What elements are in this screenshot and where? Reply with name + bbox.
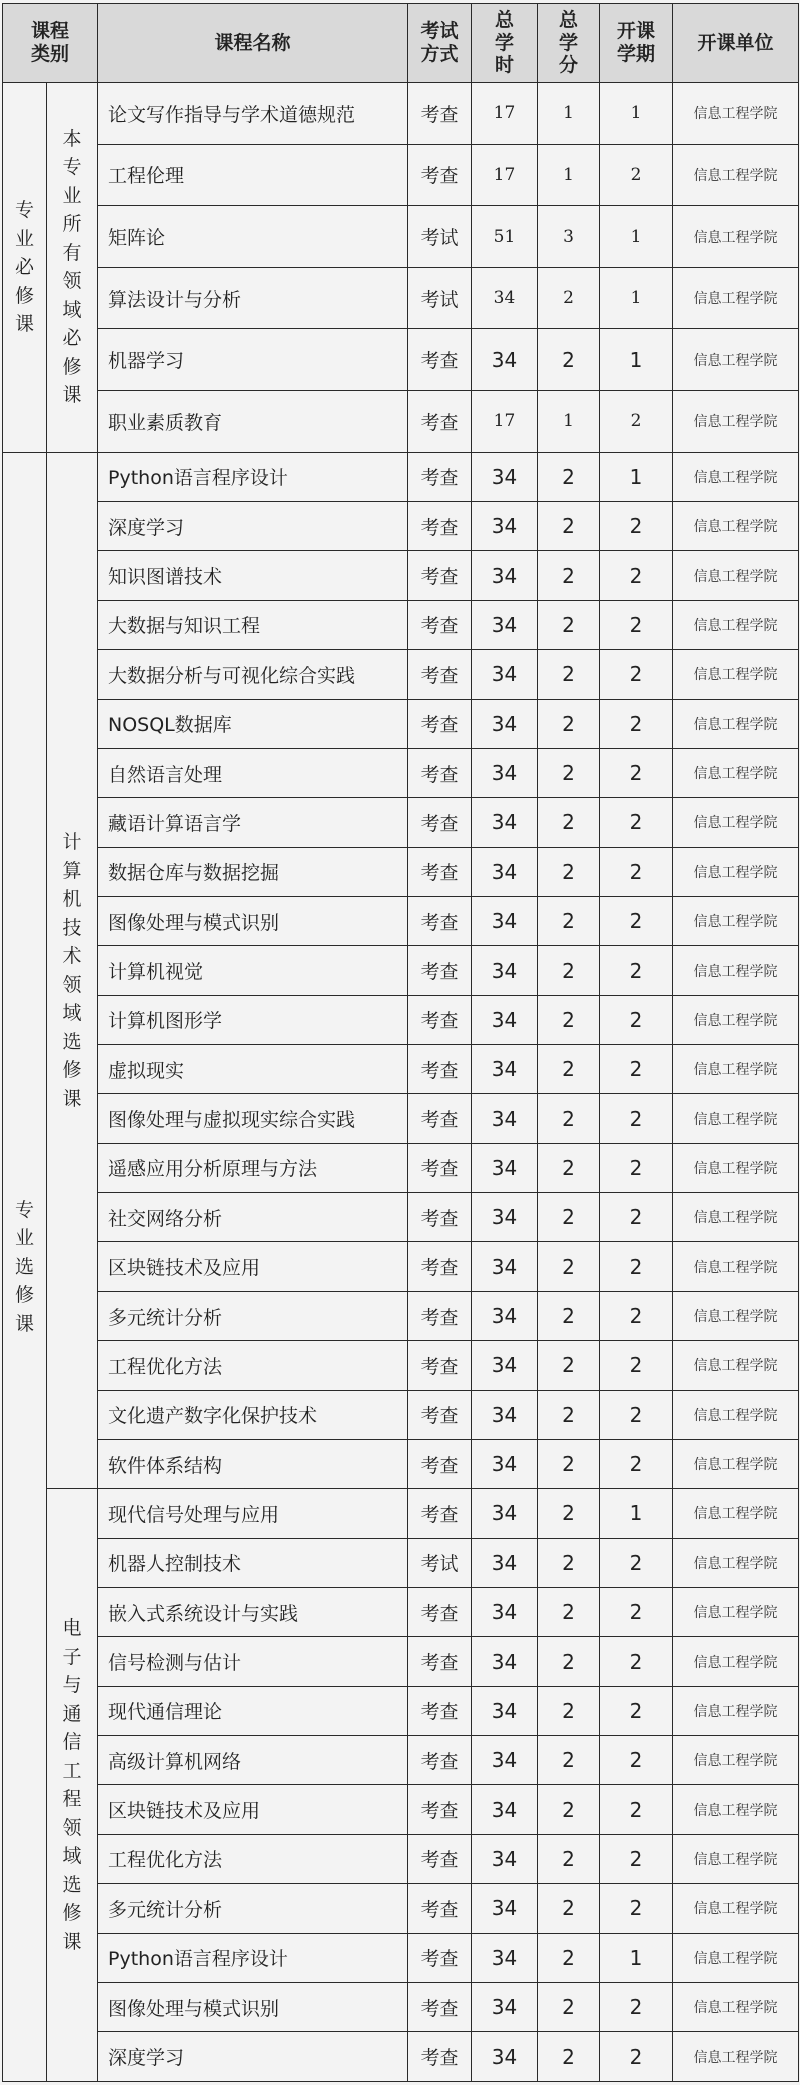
course-name: 区块链技术及应用 bbox=[98, 1785, 408, 1834]
total-hours: 34 bbox=[472, 329, 538, 391]
course-name: 高级计算机网络 bbox=[98, 1736, 408, 1785]
total-credits: 2 bbox=[538, 946, 600, 995]
exam-method: 考查 bbox=[408, 600, 472, 649]
course-name: 多元统计分析 bbox=[98, 1291, 408, 1340]
offering-unit: 信息工程学院 bbox=[673, 329, 799, 391]
exam-method: 考查 bbox=[408, 452, 472, 501]
course-name: 工程优化方法 bbox=[98, 1834, 408, 1883]
category-required-label: 专业必修课 bbox=[14, 199, 34, 336]
offering-unit: 信息工程学院 bbox=[673, 699, 799, 748]
table-row bbox=[3, 1686, 799, 1735]
exam-method: 考查 bbox=[408, 329, 472, 391]
total-credits: 2 bbox=[538, 1686, 600, 1735]
offering-unit: 信息工程学院 bbox=[673, 551, 799, 600]
offering-unit: 信息工程学院 bbox=[673, 1193, 799, 1242]
exam-method: 考查 bbox=[408, 847, 472, 896]
total-credits: 2 bbox=[538, 1193, 600, 1242]
exam-method: 考查 bbox=[408, 1736, 472, 1785]
total-credits: 2 bbox=[538, 329, 600, 391]
course-name: 深度学习 bbox=[98, 502, 408, 551]
table-row bbox=[3, 1785, 799, 1834]
offering-unit: 信息工程学院 bbox=[673, 1884, 799, 1933]
header-unit: 开课单位 bbox=[673, 4, 799, 83]
term: 2 bbox=[600, 1884, 673, 1933]
exam-method: 考查 bbox=[408, 1588, 472, 1637]
total-credits: 2 bbox=[538, 1242, 600, 1291]
table-row bbox=[3, 206, 799, 268]
course-name: 现代信号处理与应用 bbox=[98, 1489, 408, 1538]
term: 2 bbox=[600, 1291, 673, 1340]
header-course-name: 课程名称 bbox=[98, 4, 408, 83]
exam-method: 考查 bbox=[408, 551, 472, 600]
table-row bbox=[3, 1736, 799, 1785]
exam-method: 考查 bbox=[408, 1686, 472, 1735]
offering-unit: 信息工程学院 bbox=[673, 452, 799, 501]
total-credits: 2 bbox=[538, 650, 600, 699]
total-hours: 34 bbox=[472, 1933, 538, 1982]
term: 2 bbox=[600, 748, 673, 797]
table-row bbox=[3, 502, 799, 551]
course-name: 虚拟现实 bbox=[98, 1045, 408, 1094]
course-name: 计算机视觉 bbox=[98, 946, 408, 995]
total-credits: 2 bbox=[538, 1489, 600, 1538]
total-credits: 2 bbox=[538, 896, 600, 945]
total-hours: 34 bbox=[472, 1489, 538, 1538]
course-name: 大数据分析与可视化综合实践 bbox=[98, 650, 408, 699]
total-hours: 34 bbox=[472, 1588, 538, 1637]
course-name: 数据仓库与数据挖掘 bbox=[98, 847, 408, 896]
total-credits: 2 bbox=[538, 699, 600, 748]
table-row bbox=[3, 798, 799, 847]
term: 2 bbox=[600, 1982, 673, 2031]
total-hours: 34 bbox=[472, 1884, 538, 1933]
course-name: 论文写作指导与学术道德规范 bbox=[98, 83, 408, 145]
total-credits: 2 bbox=[538, 1291, 600, 1340]
offering-unit: 信息工程学院 bbox=[673, 1834, 799, 1883]
term: 2 bbox=[600, 650, 673, 699]
total-hours: 34 bbox=[472, 1982, 538, 2031]
course-name: 现代通信理论 bbox=[98, 1686, 408, 1735]
offering-unit: 信息工程学院 bbox=[673, 1242, 799, 1291]
total-hours: 34 bbox=[472, 1834, 538, 1883]
table-row bbox=[3, 1834, 799, 1883]
term: 2 bbox=[600, 1242, 673, 1291]
exam-method: 考查 bbox=[408, 1834, 472, 1883]
total-hours: 34 bbox=[472, 1143, 538, 1192]
exam-method: 考查 bbox=[408, 83, 472, 145]
course-name: 知识图谱技术 bbox=[98, 551, 408, 600]
subcategory-computer-tech-label: 计算机技术领域选修课 bbox=[62, 831, 82, 1110]
header-term: 开课学期 bbox=[600, 4, 673, 83]
term: 2 bbox=[600, 1785, 673, 1834]
table-row bbox=[3, 1094, 799, 1143]
total-hours: 34 bbox=[472, 452, 538, 501]
table-row bbox=[3, 1291, 799, 1340]
total-hours: 34 bbox=[472, 650, 538, 699]
offering-unit: 信息工程学院 bbox=[673, 2032, 799, 2082]
table-row bbox=[3, 896, 799, 945]
total-credits: 2 bbox=[538, 267, 600, 329]
offering-unit: 信息工程学院 bbox=[673, 1538, 799, 1587]
course-name: 区块链技术及应用 bbox=[98, 1242, 408, 1291]
term: 2 bbox=[600, 1736, 673, 1785]
total-credits: 2 bbox=[538, 1588, 600, 1637]
subcategory-required-all-label: 本专业所有领域必修课 bbox=[62, 127, 82, 407]
total-credits: 2 bbox=[538, 1933, 600, 1982]
term: 2 bbox=[600, 896, 673, 945]
course-name: 嵌入式系统设计与实践 bbox=[98, 1588, 408, 1637]
total-hours: 34 bbox=[472, 748, 538, 797]
exam-method: 考查 bbox=[408, 391, 472, 453]
course-name: 职业素质教育 bbox=[98, 391, 408, 453]
term: 1 bbox=[600, 83, 673, 145]
offering-unit: 信息工程学院 bbox=[673, 1143, 799, 1192]
subcategory-electronics-comm bbox=[47, 1489, 98, 2082]
term: 2 bbox=[600, 1588, 673, 1637]
exam-method: 考查 bbox=[408, 1242, 472, 1291]
table-row bbox=[3, 267, 799, 329]
exam-method: 考查 bbox=[408, 1439, 472, 1488]
exam-method: 考查 bbox=[408, 1193, 472, 1242]
course-name: 文化遗产数字化保护技术 bbox=[98, 1390, 408, 1439]
total-hours: 34 bbox=[472, 2032, 538, 2082]
total-hours: 34 bbox=[472, 1439, 538, 1488]
offering-unit: 信息工程学院 bbox=[673, 391, 799, 453]
table-row bbox=[3, 329, 799, 391]
term: 2 bbox=[600, 1834, 673, 1883]
term: 2 bbox=[600, 1094, 673, 1143]
total-hours: 17 bbox=[472, 144, 538, 206]
total-hours: 34 bbox=[472, 502, 538, 551]
total-hours: 34 bbox=[472, 847, 538, 896]
term: 2 bbox=[600, 1045, 673, 1094]
exam-method: 考试 bbox=[408, 267, 472, 329]
table-row bbox=[3, 600, 799, 649]
total-hours: 34 bbox=[472, 699, 538, 748]
table-row bbox=[3, 1143, 799, 1192]
header-total-hours: 总学时 bbox=[472, 4, 538, 83]
total-credits: 2 bbox=[538, 1045, 600, 1094]
course-name: 深度学习 bbox=[98, 2032, 408, 2082]
table-row bbox=[3, 1933, 799, 1982]
term: 2 bbox=[600, 2032, 673, 2082]
term: 2 bbox=[600, 1341, 673, 1390]
term: 2 bbox=[600, 551, 673, 600]
table-row bbox=[3, 1045, 799, 1094]
term: 2 bbox=[600, 798, 673, 847]
exam-method: 考查 bbox=[408, 1982, 472, 2031]
offering-unit: 信息工程学院 bbox=[673, 1933, 799, 1982]
exam-method: 考查 bbox=[408, 1489, 472, 1538]
total-hours: 51 bbox=[472, 206, 538, 268]
term: 2 bbox=[600, 699, 673, 748]
exam-method: 考查 bbox=[408, 2032, 472, 2082]
table-row bbox=[3, 1982, 799, 2031]
offering-unit: 信息工程学院 bbox=[673, 1439, 799, 1488]
total-hours: 34 bbox=[472, 1045, 538, 1094]
total-hours: 17 bbox=[472, 83, 538, 145]
term: 2 bbox=[600, 847, 673, 896]
category-elective bbox=[3, 452, 47, 2081]
total-hours: 34 bbox=[472, 1686, 538, 1735]
course-name: NOSQL数据库 bbox=[98, 699, 408, 748]
offering-unit: 信息工程学院 bbox=[673, 748, 799, 797]
course-name: 大数据与知识工程 bbox=[98, 600, 408, 649]
total-credits: 1 bbox=[538, 144, 600, 206]
exam-method: 考查 bbox=[408, 1143, 472, 1192]
exam-method: 考查 bbox=[408, 502, 472, 551]
table-row bbox=[3, 1390, 799, 1439]
exam-method: 考查 bbox=[408, 946, 472, 995]
total-hours: 34 bbox=[472, 1390, 538, 1439]
exam-method: 考查 bbox=[408, 1637, 472, 1686]
table-row bbox=[3, 847, 799, 896]
course-table bbox=[2, 3, 799, 2082]
term: 2 bbox=[600, 995, 673, 1044]
header-category: 课程类别 bbox=[3, 4, 98, 83]
offering-unit: 信息工程学院 bbox=[673, 896, 799, 945]
table-row bbox=[3, 1884, 799, 1933]
total-hours: 34 bbox=[472, 1785, 538, 1834]
offering-unit: 信息工程学院 bbox=[673, 1291, 799, 1340]
offering-unit: 信息工程学院 bbox=[673, 206, 799, 268]
table-row bbox=[3, 1489, 799, 1538]
course-name: 多元统计分析 bbox=[98, 1884, 408, 1933]
total-hours: 34 bbox=[472, 1094, 538, 1143]
term: 2 bbox=[600, 1390, 673, 1439]
total-hours: 34 bbox=[472, 896, 538, 945]
total-credits: 2 bbox=[538, 748, 600, 797]
offering-unit: 信息工程学院 bbox=[673, 600, 799, 649]
offering-unit: 信息工程学院 bbox=[673, 1982, 799, 2031]
term: 1 bbox=[600, 1489, 673, 1538]
total-hours: 34 bbox=[472, 267, 538, 329]
offering-unit: 信息工程学院 bbox=[673, 995, 799, 1044]
course-name: 工程优化方法 bbox=[98, 1341, 408, 1390]
exam-method: 考试 bbox=[408, 206, 472, 268]
course-name: 工程伦理 bbox=[98, 144, 408, 206]
offering-unit: 信息工程学院 bbox=[673, 1094, 799, 1143]
table-row bbox=[3, 452, 799, 501]
course-name: 计算机图形学 bbox=[98, 995, 408, 1044]
course-name: 图像处理与虚拟现实综合实践 bbox=[98, 1094, 408, 1143]
exam-method: 考查 bbox=[408, 699, 472, 748]
course-name: 机器学习 bbox=[98, 329, 408, 391]
total-hours: 34 bbox=[472, 1242, 538, 1291]
exam-method: 考试 bbox=[408, 1538, 472, 1587]
total-credits: 2 bbox=[538, 600, 600, 649]
course-name: 算法设计与分析 bbox=[98, 267, 408, 329]
term: 2 bbox=[600, 391, 673, 453]
course-name: 软件体系结构 bbox=[98, 1439, 408, 1488]
table-row bbox=[3, 650, 799, 699]
total-hours: 34 bbox=[472, 946, 538, 995]
course-name: Python语言程序设计 bbox=[98, 1933, 408, 1982]
course-name: 自然语言处理 bbox=[98, 748, 408, 797]
total-credits: 2 bbox=[538, 798, 600, 847]
table-row bbox=[3, 1341, 799, 1390]
total-hours: 34 bbox=[472, 1637, 538, 1686]
exam-method: 考查 bbox=[408, 896, 472, 945]
course-name: 机器人控制技术 bbox=[98, 1538, 408, 1587]
table-row bbox=[3, 1588, 799, 1637]
course-name: 藏语计算语言学 bbox=[98, 798, 408, 847]
term: 1 bbox=[600, 452, 673, 501]
total-credits: 2 bbox=[538, 1785, 600, 1834]
total-credits: 2 bbox=[538, 1982, 600, 2031]
exam-method: 考查 bbox=[408, 1045, 472, 1094]
exam-method: 考查 bbox=[408, 1094, 472, 1143]
term: 1 bbox=[600, 329, 673, 391]
exam-method: 考查 bbox=[408, 1933, 472, 1982]
table-row bbox=[3, 946, 799, 995]
table-row bbox=[3, 1242, 799, 1291]
header-total-credits: 总学分 bbox=[538, 4, 600, 83]
term: 2 bbox=[600, 144, 673, 206]
header-exam-method: 考试方式 bbox=[408, 4, 472, 83]
category-required bbox=[3, 83, 47, 453]
offering-unit: 信息工程学院 bbox=[673, 946, 799, 995]
course-name: 图像处理与模式识别 bbox=[98, 896, 408, 945]
term: 2 bbox=[600, 946, 673, 995]
total-credits: 2 bbox=[538, 847, 600, 896]
subcategory-electronics-comm-label: 电子与通信工程领域选修课 bbox=[62, 1617, 82, 1953]
offering-unit: 信息工程学院 bbox=[673, 1341, 799, 1390]
offering-unit: 信息工程学院 bbox=[673, 1045, 799, 1094]
term: 2 bbox=[600, 600, 673, 649]
offering-unit: 信息工程学院 bbox=[673, 502, 799, 551]
total-hours: 34 bbox=[472, 600, 538, 649]
table-row bbox=[3, 391, 799, 453]
total-credits: 2 bbox=[538, 452, 600, 501]
total-credits: 2 bbox=[538, 2032, 600, 2082]
offering-unit: 信息工程学院 bbox=[673, 1637, 799, 1686]
exam-method: 考查 bbox=[408, 1390, 472, 1439]
offering-unit: 信息工程学院 bbox=[673, 83, 799, 145]
term: 2 bbox=[600, 1193, 673, 1242]
total-hours: 34 bbox=[472, 1291, 538, 1340]
total-credits: 2 bbox=[538, 502, 600, 551]
total-hours: 34 bbox=[472, 1341, 538, 1390]
offering-unit: 信息工程学院 bbox=[673, 1588, 799, 1637]
offering-unit: 信息工程学院 bbox=[673, 1785, 799, 1834]
total-credits: 1 bbox=[538, 391, 600, 453]
table-row bbox=[3, 1538, 799, 1587]
total-hours: 34 bbox=[472, 1736, 538, 1785]
course-name: Python语言程序设计 bbox=[98, 452, 408, 501]
total-credits: 2 bbox=[538, 1736, 600, 1785]
term: 2 bbox=[600, 1143, 673, 1192]
total-hours: 34 bbox=[472, 798, 538, 847]
table-row bbox=[3, 748, 799, 797]
table-row bbox=[3, 699, 799, 748]
term: 2 bbox=[600, 1686, 673, 1735]
course-name: 遥感应用分析原理与方法 bbox=[98, 1143, 408, 1192]
total-credits: 2 bbox=[538, 1143, 600, 1192]
course-name: 信号检测与估计 bbox=[98, 1637, 408, 1686]
term: 2 bbox=[600, 1637, 673, 1686]
term: 1 bbox=[600, 267, 673, 329]
table-row bbox=[3, 2032, 799, 2082]
table-row bbox=[3, 1637, 799, 1686]
table-row bbox=[3, 1439, 799, 1488]
total-credits: 2 bbox=[538, 1538, 600, 1587]
offering-unit: 信息工程学院 bbox=[673, 798, 799, 847]
offering-unit: 信息工程学院 bbox=[673, 1686, 799, 1735]
table-row bbox=[3, 144, 799, 206]
total-credits: 2 bbox=[538, 1341, 600, 1390]
total-credits: 3 bbox=[538, 206, 600, 268]
term: 2 bbox=[600, 502, 673, 551]
total-credits: 2 bbox=[538, 1637, 600, 1686]
offering-unit: 信息工程学院 bbox=[673, 1736, 799, 1785]
table-row bbox=[3, 1193, 799, 1242]
exam-method: 考查 bbox=[408, 798, 472, 847]
total-credits: 2 bbox=[538, 1390, 600, 1439]
offering-unit: 信息工程学院 bbox=[673, 1390, 799, 1439]
offering-unit: 信息工程学院 bbox=[673, 144, 799, 206]
total-credits: 1 bbox=[538, 83, 600, 145]
total-credits: 2 bbox=[538, 995, 600, 1044]
total-hours: 17 bbox=[472, 391, 538, 453]
table-row bbox=[3, 83, 799, 145]
exam-method: 考查 bbox=[408, 1884, 472, 1933]
exam-method: 考查 bbox=[408, 1291, 472, 1340]
exam-method: 考查 bbox=[408, 1785, 472, 1834]
course-name: 图像处理与模式识别 bbox=[98, 1982, 408, 2031]
exam-method: 考查 bbox=[408, 995, 472, 1044]
exam-method: 考查 bbox=[408, 650, 472, 699]
category-elective-label: 专业选修课 bbox=[14, 1198, 34, 1335]
total-credits: 2 bbox=[538, 1834, 600, 1883]
exam-method: 考查 bbox=[408, 144, 472, 206]
total-credits: 2 bbox=[538, 551, 600, 600]
term: 2 bbox=[600, 1538, 673, 1587]
header-row bbox=[3, 4, 799, 83]
total-hours: 34 bbox=[472, 551, 538, 600]
total-credits: 2 bbox=[538, 1884, 600, 1933]
table-row bbox=[3, 551, 799, 600]
offering-unit: 信息工程学院 bbox=[673, 1489, 799, 1538]
term: 1 bbox=[600, 1933, 673, 1982]
total-credits: 2 bbox=[538, 1439, 600, 1488]
term: 2 bbox=[600, 1439, 673, 1488]
exam-method: 考查 bbox=[408, 748, 472, 797]
exam-method: 考查 bbox=[408, 1341, 472, 1390]
course-name: 矩阵论 bbox=[98, 206, 408, 268]
subcategory-computer-tech bbox=[47, 452, 98, 1489]
term: 1 bbox=[600, 206, 673, 268]
course-table-body bbox=[3, 83, 799, 2082]
offering-unit: 信息工程学院 bbox=[673, 267, 799, 329]
offering-unit: 信息工程学院 bbox=[673, 847, 799, 896]
subcategory-required-all bbox=[47, 83, 98, 453]
total-hours: 34 bbox=[472, 1193, 538, 1242]
table-row bbox=[3, 995, 799, 1044]
offering-unit: 信息工程学院 bbox=[673, 650, 799, 699]
total-credits: 2 bbox=[538, 1094, 600, 1143]
total-hours: 34 bbox=[472, 995, 538, 1044]
total-hours: 34 bbox=[472, 1538, 538, 1587]
course-name: 社交网络分析 bbox=[98, 1193, 408, 1242]
